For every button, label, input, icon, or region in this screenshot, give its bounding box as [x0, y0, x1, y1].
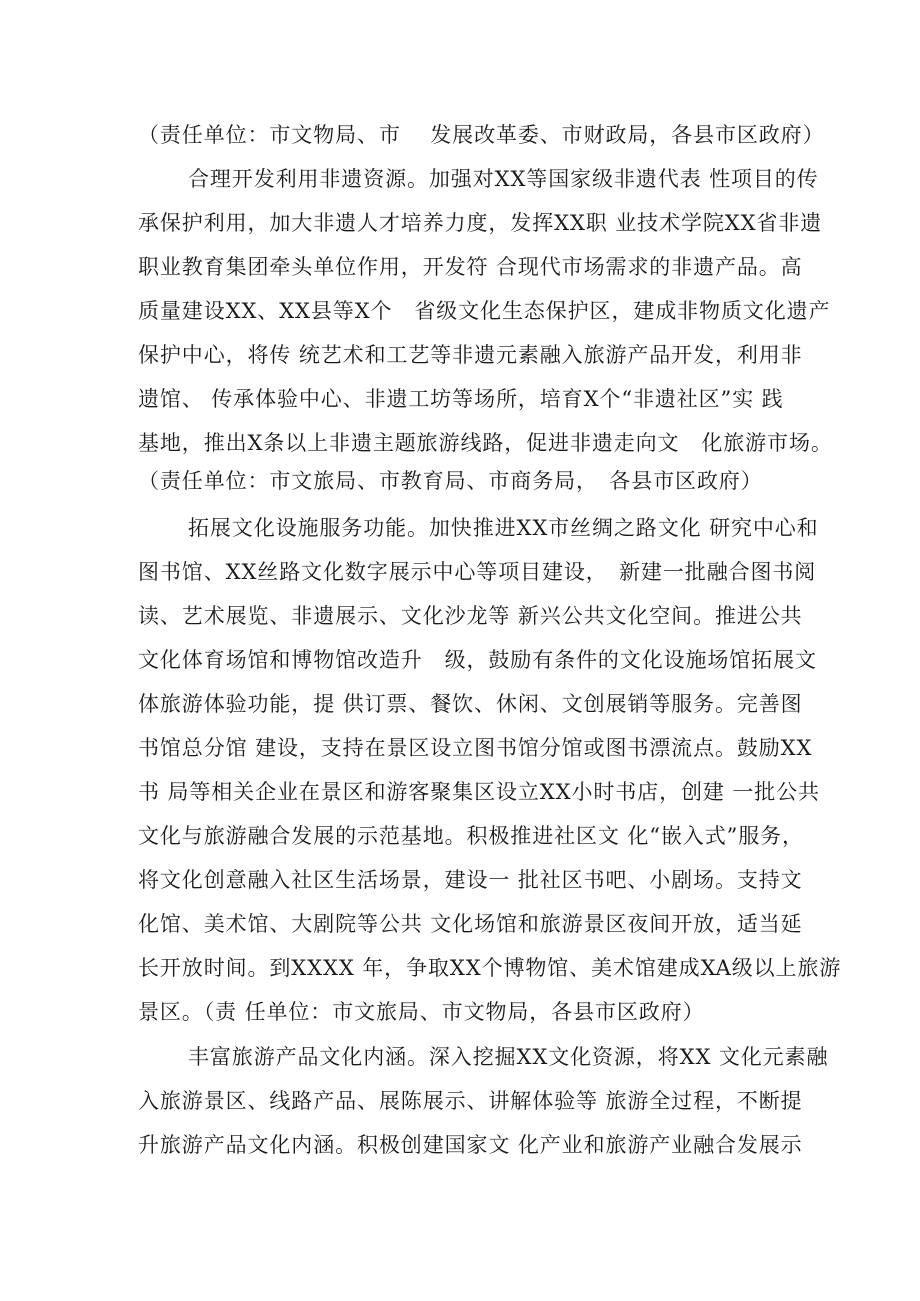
text-line: 丰富旅游产品文化内涵。深入挖掘XX文化资源，将XX 文化元素融	[188, 1045, 829, 1069]
text-line: 读、艺术展览、非遗展示、文化沙龙等 新兴公共文化空间。推进公共	[138, 604, 803, 628]
text-line: （责任单位：市文物局、市 发展改革委、市财政局，各县市区政府）	[138, 123, 825, 147]
text-line: 合理开发利用非遗资源。加强对XX等国家级非遗代表 性项目的传	[188, 167, 819, 191]
text-line: 书 局等相关企业在景区和游客聚集区设立XX小时书店，创建 一批公共	[138, 780, 820, 804]
text-line: 基地，推出X条以上非遗主题旅游线路，促进非遗走向文 化旅游市场。	[138, 431, 833, 455]
text-line: 文化与旅游融合发展的示范基地。积极推进社区文 化“嵌入式”服务，	[138, 824, 804, 848]
text-line: 入旅游景区、线路产品、展陈展示、讲解体验等 旅游全过程，不断提	[138, 1089, 803, 1113]
text-line: 书馆总分馆 建设，支持在景区设立图书馆分馆或图书漂流点。鼓励XX	[138, 736, 813, 760]
text-line: 保护中心，将传 统艺术和工艺等非遗元素融入旅游产品开发，利用非	[138, 343, 803, 367]
text-line: 将文化创意融入社区生活场景，建设一 批社区书吧、小剧场。支持文	[138, 868, 803, 892]
text-line: 文化体育场馆和博物馆改造升 级，鼓励有条件的文化设施场馆拓展文	[138, 648, 817, 672]
text-line: 图书馆、XX丝路文化数字展示中心等项目建设， 新建一批融合图书阅	[138, 560, 817, 584]
text-line: 体旅游体验功能，提 供订票、餐饮、休闲、文创展销等服务。完善图	[138, 692, 803, 716]
text-line: 升旅游产品文化内涵。积极创建国家文 化产业和旅游产业融合发展示	[138, 1133, 803, 1157]
text-line: 职业教育集团牵头单位作用，开发符 合现代市场需求的非遗产品。高	[138, 255, 803, 279]
text-line: 拓展文化设施服务功能。加快推进XX市丝绸之路文化 研究中心和	[188, 516, 819, 540]
text-line: 长开放时间。到XXXX 年，争取XX个博物馆、美术馆建成XA级以上旅游	[138, 956, 842, 980]
text-line: 遗馆、 传承体验中心、非遗工坊等场所，培育X个“非遗社区”实 践	[138, 387, 784, 411]
text-line: 景区。（责 任单位：市文旅局、市文物局，各县市区政府）	[138, 1000, 705, 1024]
text-line: 化馆、美术馆、大剧院等公共 文化场馆和旅游景区夜间开放，适当延	[138, 912, 803, 936]
text-line: 承保护利用，加大非遗人才培养力度，发挥XX职 业技术学院XX省非遗	[138, 211, 823, 235]
text-line: （责任单位：市文旅局、市教育局、市商务局， 各县市区政府）	[138, 469, 763, 493]
text-line: 质量建设XX、XX县等X个 省级文化生态保护区，建成非物质文化遗产	[138, 299, 831, 323]
